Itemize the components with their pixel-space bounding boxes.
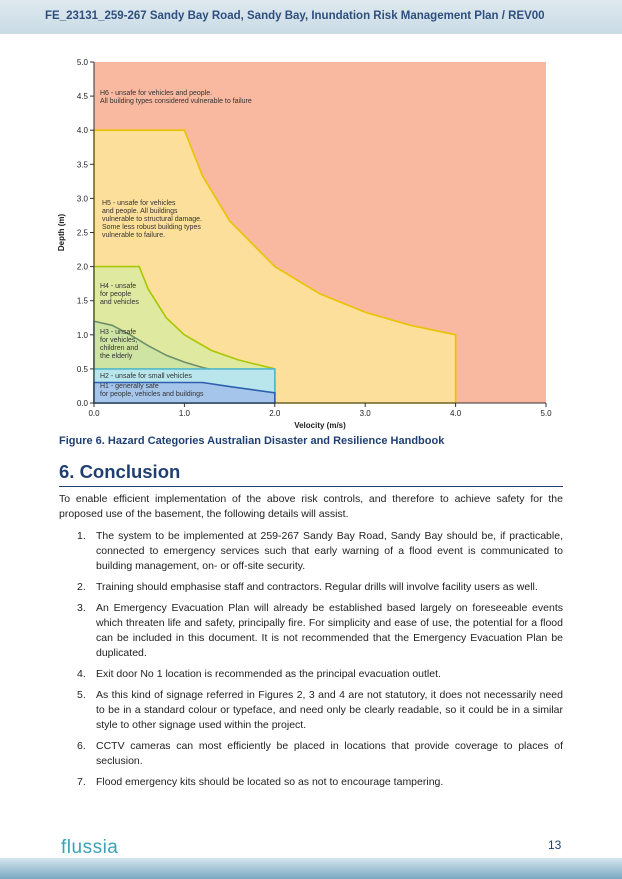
x-tick-label: 3.0	[359, 409, 371, 418]
list-item	[59, 775, 563, 790]
x-tick-label: 0.0	[88, 409, 100, 418]
list-item	[59, 580, 563, 595]
y-tick-label: 2.0	[76, 262, 88, 272]
y-tick-label: 1.5	[76, 296, 88, 306]
region-label-h4: H4 - unsafe for people and vehicles	[100, 283, 139, 306]
list-item-number: 6.	[77, 740, 86, 752]
region-label-h1: H1 - generally safe for people, vehicles and buildings	[100, 383, 204, 398]
list-item-number: 5.	[77, 689, 86, 701]
x-axis-label: Velocity (m/s)	[294, 421, 346, 430]
list-item	[59, 688, 563, 733]
page-number: 13	[548, 838, 562, 852]
y-axis-label: Depth (m)	[57, 213, 66, 252]
y-tick-label: 5.0	[76, 58, 88, 67]
y-tick-label: 4.0	[76, 126, 88, 136]
y-tick-label: 1.0	[76, 330, 88, 340]
x-tick-label: 2.0	[269, 409, 281, 418]
list-item-text: The system to be implemented at 259-267 Sandy Bay Road, Sandy Bay should be, if practicable, connected to emergency services such that early warning of a flood event is communicated to building management, on- or off-site security.	[96, 530, 563, 572]
list-item-number: 7.	[77, 776, 86, 788]
y-tick-label: 3.0	[76, 194, 88, 204]
list-item-text: Flood emergency kits should be located so as not to encourage tampering.	[96, 776, 444, 788]
list-item-number: 4.	[77, 668, 86, 680]
figure-caption: Figure 6. Hazard Categories Australian Disaster and Resilience Handbook	[59, 435, 445, 447]
y-tick-label: 0.5	[76, 364, 88, 374]
list-item	[59, 601, 563, 661]
y-tick-label: 3.5	[76, 160, 88, 170]
x-tick-label: 4.0	[450, 409, 462, 418]
list-item-number: 3.	[77, 602, 86, 614]
list-item	[59, 667, 563, 682]
list-item-number: 2.	[77, 581, 86, 593]
region-label-h5: H5 - unsafe for vehicles and people. All buildings vulnerable to structural damage. Some less robust building types vulnerable to failure.	[102, 200, 202, 239]
footer-bar	[0, 858, 622, 879]
region-label-h2: H2 - unsafe for small vehicles	[100, 373, 192, 380]
heading-divider	[59, 486, 563, 487]
y-tick-label: 0.0	[76, 399, 88, 408]
document-title: FE_23131_259-267 Sandy Bay Road, Sandy Bay, Inundation Risk Management Plan / REV00	[45, 10, 545, 22]
y-tick-label: 4.5	[76, 92, 88, 102]
list-item-text: Training should emphasise staff and contractors. Regular drills will involve facility users as well.	[96, 581, 538, 593]
list-item-text: An Emergency Evacuation Plan will already be established based largely on foreseeable events which threaten life and safety, principally fire. For simplicity and ease of use, the potential for a flood can be included in this document. It is not recommended that the Emergency Evacuation Plan be duplicated.	[96, 602, 563, 659]
region-label-h3: H3 - unsafe for vehicles, children and the elderly	[100, 329, 139, 360]
list-item-text: CCTV cameras can most efficiently be placed in locations that provide coverage to places of seclusion.	[96, 740, 563, 767]
x-tick-label: 1.0	[178, 409, 190, 418]
intro-paragraph: To enable efficient implementation of the above risk controls, and therefore to achieve safety for the proposed use of the basement, the following details will assist.	[59, 493, 563, 520]
company-logo: flussia	[61, 837, 119, 858]
hazard-chart	[50, 52, 560, 432]
x-tick-label: 5.0	[540, 409, 552, 418]
y-tick-label: 2.5	[76, 228, 88, 238]
list-item-number: 1.	[77, 530, 86, 542]
list-item	[59, 739, 563, 769]
list-item-text: As this kind of signage referred in Figures 2, 3 and 4 are not statutory, it does not necessarily need to be in a standard colour or typeface, and need only be clearly readable, so it could be in a similar style to other signage used within the project.	[96, 689, 563, 731]
section-heading: 6. Conclusion	[59, 461, 181, 482]
hazard-chart-svg	[50, 52, 560, 432]
list-item	[59, 529, 563, 574]
conclusion-list	[59, 529, 563, 796]
list-item-text: Exit door No 1 location is recommended as the principal evacuation outlet.	[96, 668, 441, 680]
region-label-h6: H6 - unsafe for vehicles and people. All building types considered vulnerable to failure	[100, 90, 252, 105]
